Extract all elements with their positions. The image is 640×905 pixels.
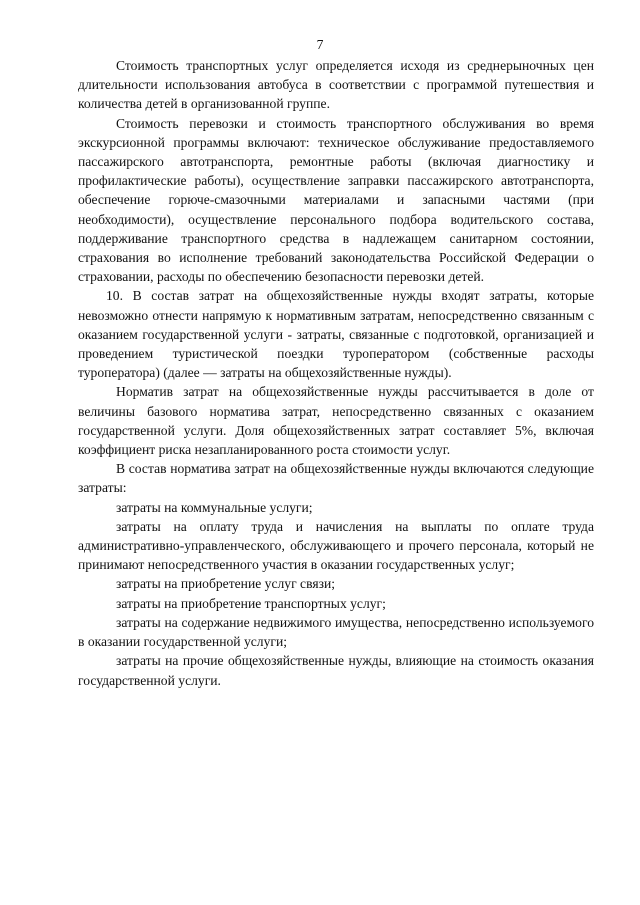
paragraph-transport-cost: Стоимость транспортных услуг определяется исходя из среднерыночных цен длительности использования автобуса в соответствии с программой путешествия и количества детей в организованной группе.	[78, 58, 594, 112]
list-item-communication: затраты на приобретение услуг связи;	[116, 576, 335, 592]
paragraph-transportation-service: Стоимость перевозки и стоимость транспортного обслуживания во время экскурсионной программы включают: техническое обслуживание предоставляемого пассажирского автотранспорта, ремонтные работы (включая диагностику и профилактические работы), осуществление заправки пассажирского автотранспорта, обеспечение горюче-смазочными материалами и запасными частями (при необходимости), осуществление персонального подбора водительского состава, поддерживание транспортного средства в надлежащем санитарном состоянии, страхования во исполнение требований законодательства Российской Федерации о страховании, расходы по обеспечению безопасности перевозки детей.	[78, 115, 594, 285]
paragraph-item-10: 10. В состав затрат на общехозяйственные нужды входят затраты, которые невозможно отнести напрямую к нормативным затратам, непосредственно связанным с оказанием государственной услуги - затраты, связанные с подготовкой, организацией и проведением туристической поездки туроператором (собственные расходы туроператора) (далее — затраты на общехозяйственные нужды).	[78, 288, 594, 381]
paragraph-norm-share: Норматив затрат на общехозяйственные нужды рассчитывается в доле от величины базового норматива затрат, непосредственно связанных с оказанием государственной услуги. Доля общехозяйственных затрат составляет 5%, включая коэффициент риска незапланированного роста стоимости услуг.	[78, 384, 594, 458]
list-item-utilities: затраты на коммунальные услуги;	[116, 499, 313, 515]
document-body	[78, 56, 594, 690]
list-item-salaries: затраты на оплату труда и начисления на выплаты по оплате труда административно-управленческого, обслуживающего и прочего персонала, который не принимают непосредственного участия в оказании государственных услуг;	[78, 518, 594, 573]
list-item-real-estate: затраты на содержание недвижимого имущества, непосредственно используемого в оказании государственной услуги;	[78, 614, 594, 650]
list-item-other-needs: затраты на прочие общехозяйственные нужды, влияющие на стоимость оказания государственной услуги.	[78, 653, 594, 688]
paragraph-norm-composition: В состав норматива затрат на общехозяйственные нужды включаются следующие затраты:	[78, 461, 594, 496]
list-item-transport: затраты на приобретение транспортных услуг;	[116, 595, 386, 611]
page-number: 7	[316, 37, 324, 52]
